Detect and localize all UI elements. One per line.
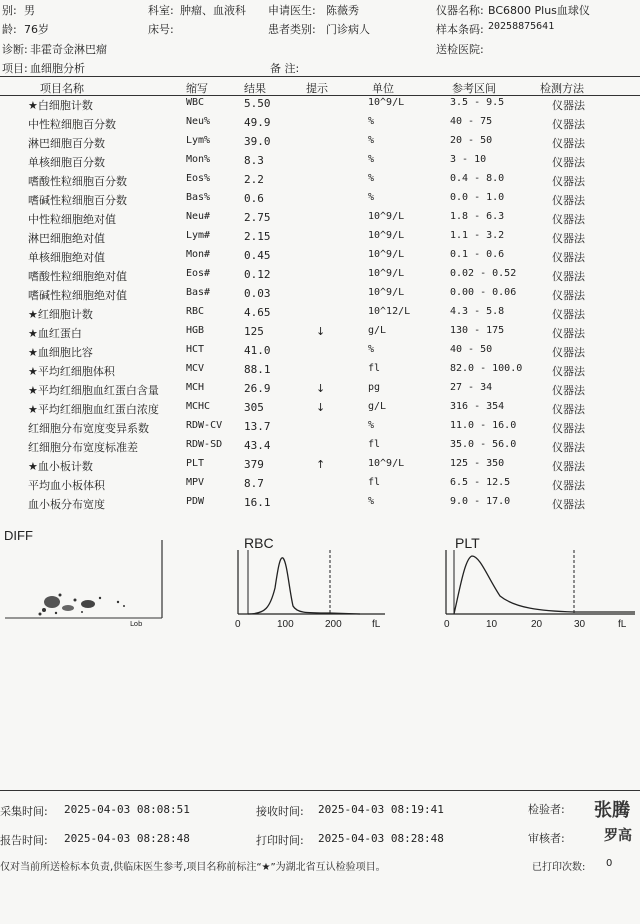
table-row bbox=[0, 420, 640, 439]
print-label: 打印时间: bbox=[256, 834, 304, 847]
table-row bbox=[0, 230, 640, 249]
row-unit: % bbox=[368, 135, 375, 146]
row-unit: % bbox=[368, 173, 375, 184]
report-time: 2025-04-03 08:28:48 bbox=[64, 832, 190, 845]
divider bbox=[0, 76, 640, 77]
row-unit: % bbox=[368, 344, 375, 355]
row-result: 5.50 bbox=[244, 97, 271, 110]
row-method: 仪器法 bbox=[552, 441, 585, 454]
row-result: 39.0 bbox=[244, 135, 271, 148]
col-ref: 参考区间 bbox=[452, 82, 496, 95]
row-abbr: MPV bbox=[186, 477, 205, 488]
row-abbr: RDW-SD bbox=[186, 439, 223, 450]
table-row bbox=[0, 477, 640, 496]
diff-cluster bbox=[44, 596, 60, 608]
row-result: 2.15 bbox=[244, 230, 271, 243]
row-name: 嗜酸性粒细胞绝对值 bbox=[28, 270, 127, 283]
instrument-value: BC6800 Plus血球仪 bbox=[488, 4, 590, 17]
table-row bbox=[0, 287, 640, 306]
row-result: 41.0 bbox=[244, 344, 271, 357]
rbc-curve bbox=[248, 558, 360, 614]
table-row bbox=[0, 249, 640, 268]
doctor-label: 申请医生: bbox=[268, 4, 316, 17]
table-row bbox=[0, 116, 640, 135]
row-name: 单核细胞绝对值 bbox=[28, 251, 105, 264]
row-unit: fl bbox=[368, 439, 381, 450]
row-unit: % bbox=[368, 116, 375, 127]
row-name: ★白细胞计数 bbox=[28, 99, 93, 112]
row-abbr: RDW-CV bbox=[186, 420, 223, 431]
row-abbr: MCHC bbox=[186, 401, 211, 412]
bed-label: 床号: bbox=[148, 23, 174, 36]
plt-title: PLT bbox=[455, 535, 480, 551]
row-ref: 40 - 50 bbox=[450, 344, 493, 355]
row-result: 43.4 bbox=[244, 439, 271, 452]
row-method: 仪器法 bbox=[552, 308, 585, 321]
row-unit: 10^9/L bbox=[368, 249, 405, 260]
table-row bbox=[0, 382, 640, 401]
row-ref: 0.1 - 0.6 bbox=[450, 249, 505, 260]
row-ref: 3.5 - 9.5 bbox=[450, 97, 505, 108]
row-ref: 20 - 50 bbox=[450, 135, 493, 146]
row-ref: 35.0 - 56.0 bbox=[450, 439, 517, 450]
row-name: 嗜碱性粒细胞绝对值 bbox=[28, 289, 127, 302]
row-ref: 6.5 - 12.5 bbox=[450, 477, 511, 488]
diff-dots bbox=[39, 594, 126, 616]
divider bbox=[0, 95, 640, 96]
row-ref: 27 - 34 bbox=[450, 382, 493, 393]
tester-label: 检验者: bbox=[528, 803, 565, 816]
row-method: 仪器法 bbox=[552, 175, 585, 188]
col-unit: 单位 bbox=[372, 82, 394, 95]
collect-label: 采集时间: bbox=[0, 805, 48, 818]
row-abbr: Lym% bbox=[186, 135, 211, 146]
row-result: 305 bbox=[244, 401, 264, 414]
table-row bbox=[0, 325, 640, 344]
row-name: ★平均红细胞血红蛋白含量 bbox=[28, 384, 159, 397]
age-value: 76岁 bbox=[24, 23, 49, 36]
row-unit: 10^9/L bbox=[368, 458, 405, 469]
row-result: 125 bbox=[244, 325, 264, 338]
row-ref: 316 - 354 bbox=[450, 401, 505, 412]
diff-dot bbox=[81, 611, 83, 613]
row-result: 2.75 bbox=[244, 211, 271, 224]
row-ref: 11.0 - 16.0 bbox=[450, 420, 517, 431]
rbc-tick: 0 bbox=[235, 619, 241, 630]
row-abbr: Neu# bbox=[186, 211, 211, 222]
row-method: 仪器法 bbox=[552, 403, 585, 416]
row-name: 嗜碱性粒细胞百分数 bbox=[28, 194, 127, 207]
age-label: 龄: bbox=[2, 23, 17, 36]
row-method: 仪器法 bbox=[552, 346, 585, 359]
rbc-unit: fL bbox=[372, 619, 381, 630]
row-abbr: Mon# bbox=[186, 249, 211, 260]
row-method: 仪器法 bbox=[552, 498, 585, 511]
row-method: 仪器法 bbox=[552, 213, 585, 226]
gender-value: 男 bbox=[24, 4, 35, 17]
row-result: 0.12 bbox=[244, 268, 271, 281]
row-hint: ↓ bbox=[316, 401, 326, 414]
row-name: ★血红蛋白 bbox=[28, 327, 82, 340]
row-name: 淋巴细胞百分数 bbox=[28, 137, 105, 150]
row-method: 仪器法 bbox=[552, 251, 585, 264]
row-unit: 10^9/L bbox=[368, 97, 405, 108]
row-unit: g/L bbox=[368, 325, 387, 336]
row-method: 仪器法 bbox=[552, 232, 585, 245]
table-row bbox=[0, 97, 640, 116]
col-result: 结果 bbox=[244, 82, 266, 95]
row-abbr: WBC bbox=[186, 97, 205, 108]
barcode-label: 样本条码: bbox=[436, 23, 484, 36]
rbc-histogram bbox=[230, 548, 390, 620]
row-name: 单核细胞百分数 bbox=[28, 156, 105, 169]
diff-dot bbox=[55, 612, 57, 614]
row-abbr: Bas# bbox=[186, 287, 211, 298]
print-count: 0 bbox=[606, 858, 613, 869]
row-ref: 0.00 - 0.06 bbox=[450, 287, 517, 298]
row-result: 88.1 bbox=[244, 363, 271, 376]
diff-dot bbox=[74, 599, 77, 602]
row-abbr: Bas% bbox=[186, 192, 211, 203]
col-method: 检测方法 bbox=[540, 82, 584, 95]
row-abbr: HGB bbox=[186, 325, 205, 336]
table-row bbox=[0, 401, 640, 420]
plt-tick: 20 bbox=[531, 619, 543, 630]
row-result: 2.2 bbox=[244, 173, 264, 186]
row-method: 仪器法 bbox=[552, 118, 585, 131]
diff-dot bbox=[59, 594, 62, 597]
reviewer-label: 审核者: bbox=[528, 832, 565, 845]
row-name: 红细胞分布宽度标准差 bbox=[28, 441, 138, 454]
row-unit: fl bbox=[368, 363, 381, 374]
row-ref: 0.4 - 8.0 bbox=[450, 173, 505, 184]
row-abbr: Lym# bbox=[186, 230, 211, 241]
row-abbr: HCT bbox=[186, 344, 205, 355]
row-result: 26.9 bbox=[244, 382, 271, 395]
row-ref: 9.0 - 17.0 bbox=[450, 496, 511, 507]
row-result: 0.6 bbox=[244, 192, 264, 205]
diff-title: DIFF bbox=[4, 528, 33, 543]
row-abbr: PDW bbox=[186, 496, 205, 507]
row-ref: 3 - 10 bbox=[450, 154, 487, 165]
row-unit: 10^9/L bbox=[368, 211, 405, 222]
row-abbr: MCH bbox=[186, 382, 205, 393]
diff-dot bbox=[123, 605, 125, 607]
row-method: 仪器法 bbox=[552, 270, 585, 283]
plt-histogram bbox=[440, 548, 640, 620]
col-name: 项目名称 bbox=[40, 82, 84, 95]
row-name: ★血细胞比容 bbox=[28, 346, 93, 359]
row-ref: 130 - 175 bbox=[450, 325, 505, 336]
remark-label: 备 注: bbox=[270, 62, 300, 75]
row-abbr: Neu% bbox=[186, 116, 211, 127]
table-row bbox=[0, 496, 640, 515]
row-hint: ↓ bbox=[316, 325, 326, 338]
row-ref: 0.0 - 1.0 bbox=[450, 192, 505, 203]
row-method: 仪器法 bbox=[552, 194, 585, 207]
divider bbox=[0, 790, 640, 791]
table-row bbox=[0, 458, 640, 477]
table-row bbox=[0, 192, 640, 211]
instrument-label: 仪器名称: bbox=[436, 4, 484, 17]
barcode-value: 20258875641 bbox=[488, 21, 555, 32]
patient-type-value: 门诊病人 bbox=[326, 23, 370, 36]
row-name: 中性粒细胞百分数 bbox=[28, 118, 116, 131]
row-unit: 10^9/L bbox=[368, 287, 405, 298]
row-unit: 10^9/L bbox=[368, 230, 405, 241]
row-method: 仪器法 bbox=[552, 365, 585, 378]
row-unit: % bbox=[368, 192, 375, 203]
row-method: 仪器法 bbox=[552, 384, 585, 397]
row-result: 8.7 bbox=[244, 477, 264, 490]
row-method: 仪器法 bbox=[552, 156, 585, 169]
diff-cluster bbox=[62, 605, 74, 611]
plt-tick: 0 bbox=[444, 619, 450, 630]
row-abbr: Eos# bbox=[186, 268, 211, 279]
row-ref: 125 - 350 bbox=[450, 458, 505, 469]
table-row bbox=[0, 268, 640, 287]
rbc-title: RBC bbox=[244, 535, 274, 551]
diff-dot bbox=[42, 608, 46, 612]
row-method: 仪器法 bbox=[552, 422, 585, 435]
row-ref: 40 - 75 bbox=[450, 116, 493, 127]
item-label: 项目: bbox=[2, 62, 28, 75]
row-result: 379 bbox=[244, 458, 264, 471]
col-hint: 提示 bbox=[306, 82, 328, 95]
row-method: 仪器法 bbox=[552, 479, 585, 492]
doctor-value: 陈薇秀 bbox=[326, 4, 359, 17]
table-row bbox=[0, 211, 640, 230]
row-abbr: PLT bbox=[186, 458, 205, 469]
row-result: 4.65 bbox=[244, 306, 271, 319]
table-row bbox=[0, 135, 640, 154]
row-name: 血小板分布宽度 bbox=[28, 498, 105, 511]
row-result: 49.9 bbox=[244, 116, 271, 129]
report-label: 报告时间: bbox=[0, 834, 48, 847]
hospital-label: 送检医院: bbox=[436, 43, 484, 56]
row-result: 8.3 bbox=[244, 154, 264, 167]
row-ref: 1.8 - 6.3 bbox=[450, 211, 505, 222]
diff-axis-note: Lob bbox=[130, 620, 143, 628]
row-ref: 1.1 - 3.2 bbox=[450, 230, 505, 241]
row-hint: ↑ bbox=[316, 458, 326, 471]
row-name: 淋巴细胞绝对值 bbox=[28, 232, 105, 245]
table-row bbox=[0, 439, 640, 458]
plt-tick: 30 bbox=[574, 619, 586, 630]
row-name: 红细胞分布宽度变异系数 bbox=[28, 422, 149, 435]
row-method: 仪器法 bbox=[552, 289, 585, 302]
row-name: 中性粒细胞绝对值 bbox=[28, 213, 116, 226]
diff-dot bbox=[99, 597, 101, 599]
receive-label: 接收时间: bbox=[256, 805, 304, 818]
plt-curve bbox=[454, 556, 635, 614]
row-result: 16.1 bbox=[244, 496, 271, 509]
row-name: ★平均红细胞血红蛋白浓度 bbox=[28, 403, 159, 416]
row-name: ★平均红细胞体积 bbox=[28, 365, 115, 378]
row-hint: ↓ bbox=[316, 382, 326, 395]
row-ref: 82.0 - 100.0 bbox=[450, 363, 523, 374]
reviewer-signature: 罗高 bbox=[604, 828, 632, 844]
rbc-tick: 200 bbox=[325, 619, 342, 630]
diff-scatter bbox=[0, 540, 175, 630]
row-abbr: RBC bbox=[186, 306, 205, 317]
rbc-tick: 100 bbox=[277, 619, 294, 630]
table-row bbox=[0, 173, 640, 192]
row-abbr: MCV bbox=[186, 363, 205, 374]
receive-time: 2025-04-03 08:19:41 bbox=[318, 803, 444, 816]
print-count-label: 已打印次数: bbox=[532, 862, 586, 873]
row-method: 仪器法 bbox=[552, 99, 585, 112]
row-unit: % bbox=[368, 420, 375, 431]
disclaimer: 仅对当前所送检标本负责,供临床医生参考,项目名称前标注“★”为湖北省互认检验项目。 bbox=[0, 862, 386, 873]
row-unit: pg bbox=[368, 382, 381, 393]
print-time: 2025-04-03 08:28:48 bbox=[318, 832, 444, 845]
item-value: 血细胞分析 bbox=[30, 62, 85, 75]
collect-time: 2025-04-03 08:08:51 bbox=[64, 803, 190, 816]
row-name: ★血小板计数 bbox=[28, 460, 93, 473]
row-method: 仪器法 bbox=[552, 137, 585, 150]
diagnosis-label: 诊断: bbox=[2, 43, 28, 56]
diagnosis-value: 非霍奇金淋巴瘤 bbox=[30, 43, 107, 56]
gender-label: 别: bbox=[2, 4, 17, 17]
row-result: 0.03 bbox=[244, 287, 271, 300]
row-result: 13.7 bbox=[244, 420, 271, 433]
dept-value: 肿瘤、血液科 bbox=[180, 4, 246, 17]
row-unit: 10^9/L bbox=[368, 268, 405, 279]
tester-signature: 张腾 bbox=[594, 800, 630, 821]
plt-tick: 10 bbox=[486, 619, 498, 630]
row-unit: 10^12/L bbox=[368, 306, 411, 317]
row-ref: 0.02 - 0.52 bbox=[450, 268, 517, 279]
table-row bbox=[0, 344, 640, 363]
row-unit: % bbox=[368, 154, 375, 165]
table-row bbox=[0, 363, 640, 382]
row-result: 0.45 bbox=[244, 249, 271, 262]
row-unit: fl bbox=[368, 477, 381, 488]
diff-dot bbox=[39, 613, 42, 616]
row-unit: g/L bbox=[368, 401, 387, 412]
diff-cluster bbox=[81, 600, 95, 608]
table-row bbox=[0, 154, 640, 173]
row-ref: 4.3 - 5.8 bbox=[450, 306, 505, 317]
row-name: 嗜酸性粒细胞百分数 bbox=[28, 175, 127, 188]
row-name: 平均血小板体积 bbox=[28, 479, 105, 492]
row-abbr: Eos% bbox=[186, 173, 211, 184]
row-abbr: Mon% bbox=[186, 154, 211, 165]
col-abbr: 缩写 bbox=[186, 82, 208, 95]
dept-label: 科室: bbox=[148, 4, 174, 17]
row-method: 仪器法 bbox=[552, 327, 585, 340]
row-name: ★红细胞计数 bbox=[28, 308, 93, 321]
patient-type-label: 患者类别: bbox=[268, 23, 316, 36]
plt-unit: fL bbox=[618, 619, 627, 630]
row-unit: % bbox=[368, 496, 375, 507]
table-row bbox=[0, 306, 640, 325]
row-method: 仪器法 bbox=[552, 460, 585, 473]
diff-dot bbox=[117, 601, 119, 603]
